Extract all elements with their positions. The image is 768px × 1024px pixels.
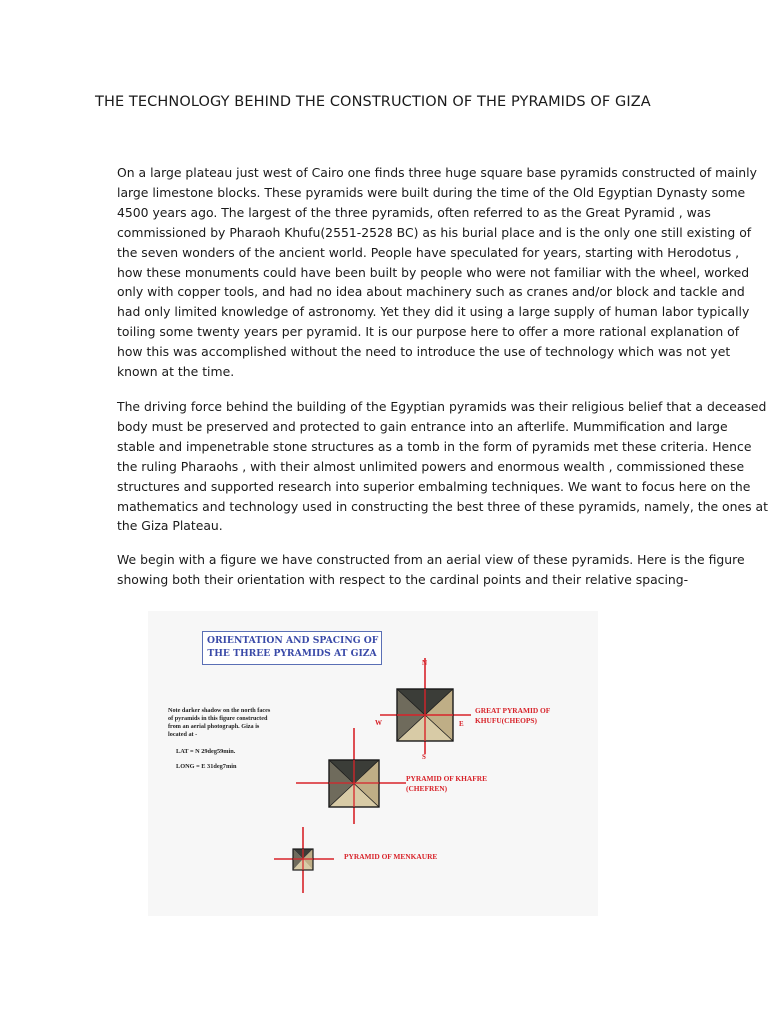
- note-line: from an aerial photograph. Giza is: [168, 723, 260, 730]
- text-line: We begin with a figure we have constructed from an aerial view of these pyramids. Here is the figure: [117, 552, 745, 567]
- label-line: PYRAMID OF MENKAURE: [344, 852, 438, 861]
- longitude-label: LONG = E 31deg7min: [176, 763, 237, 770]
- paragraph-religious-belief: [117, 397, 768, 536]
- text-line: how these monuments could have been built by people who were not familiar with the wheel, worked: [117, 264, 750, 280]
- text-line: had only limited knowledge of astronomy. Yet they did it using a large supply of human labor typically: [117, 304, 750, 320]
- text-line: toiling some twenty years per pyramid. It is our purpose here to offer a more rational explanation of: [117, 324, 740, 340]
- compass-north-label: N: [422, 659, 428, 667]
- document-title: THE TECHNOLOGY BEHIND THE CONSTRUCTION OF THE PYRAMIDS OF GIZA: [95, 94, 651, 110]
- label-line: PYRAMID OF KHAFRE: [406, 774, 488, 783]
- text-line: structures and supported research into superior embalming techniques. We want to focus here on the: [117, 478, 751, 494]
- paragraph-intro: [117, 163, 757, 382]
- paragraph-figure-intro: [117, 550, 745, 590]
- text-line: On a large plateau just west of Cairo one finds three huge square base pyramids constructed of mainly: [117, 165, 757, 180]
- text-line: 4500 years ago. The largest of the three pyramids, often referred to as the Great Pyramid , was: [117, 204, 711, 220]
- text-line: how this was accomplished without the need to introduce the use of technology which was not yet: [117, 344, 731, 360]
- text-line: large limestone blocks. These pyramids were built during the time of the Old Egyptian Dynasty some: [117, 184, 746, 200]
- compass-east-label: E: [459, 720, 464, 728]
- text-line: body must be preserved and protected to gain entrance into an afterlife. Mummification and large: [117, 418, 728, 434]
- text-line: commissioned by Pharaoh Khufu(2551-2528 BC) as his burial place and is the only one still existing of: [117, 224, 752, 240]
- label-line: GREAT PYRAMID OF: [475, 706, 551, 715]
- menkaure-pyramid-diagram: [274, 827, 334, 893]
- text-line: mathematics and technology used in constructing the best three of these pyramids, namely, the ones at: [117, 498, 768, 514]
- note-line: of pyramids in this figure constructed: [168, 715, 268, 722]
- figure-title-line: THE THREE PYRAMIDS AT GIZA: [207, 648, 377, 659]
- compass-west-label: W: [375, 719, 382, 727]
- figure-note: [168, 707, 270, 739]
- text-line: the seven wonders of the ancient world. People have speculated for years, starting with Herodotus ,: [117, 244, 740, 260]
- text-line: The driving force behind the building of the Egyptian pyramids was their religious belief that a deceased: [117, 399, 767, 414]
- khafre-pyramid-diagram: [296, 728, 406, 824]
- pyramid-orientation-figure: [148, 611, 598, 916]
- latitude-label: LAT = N 29deg59min.: [176, 748, 236, 755]
- figure-title-box: [202, 631, 382, 665]
- label-line: (CHEFREN): [406, 783, 448, 793]
- figure-title-line: ORIENTATION AND SPACING OF: [207, 635, 379, 646]
- text-line: known at the time.: [117, 364, 235, 380]
- great-pyramid-label: [475, 706, 550, 725]
- text-line: only with copper tools, and had no idea about machinery such as cranes and/or block and tackle and: [117, 284, 745, 300]
- compass-south-label: S: [422, 753, 426, 761]
- menkaure-pyramid-label: [344, 852, 437, 862]
- text-line: stable and impenetrable stone structures as a tomb in the form of pyramids met these criteria. Hence: [117, 438, 752, 454]
- khafre-pyramid-label: [406, 774, 487, 793]
- label-line: KHUFU(CHEOPS): [475, 715, 537, 725]
- text-line: the Giza Plateau.: [117, 518, 223, 534]
- great-pyramid-diagram: [380, 658, 471, 754]
- note-line: Note darker shadow on the north faces: [168, 707, 271, 714]
- text-line: showing both their orientation with respect to the cardinal points and their relative spacing-: [117, 571, 689, 587]
- text-line: the ruling Pharaohs , with their almost unlimited powers and enormous wealth , commissioned these: [117, 458, 745, 474]
- note-line: located at -: [168, 731, 198, 738]
